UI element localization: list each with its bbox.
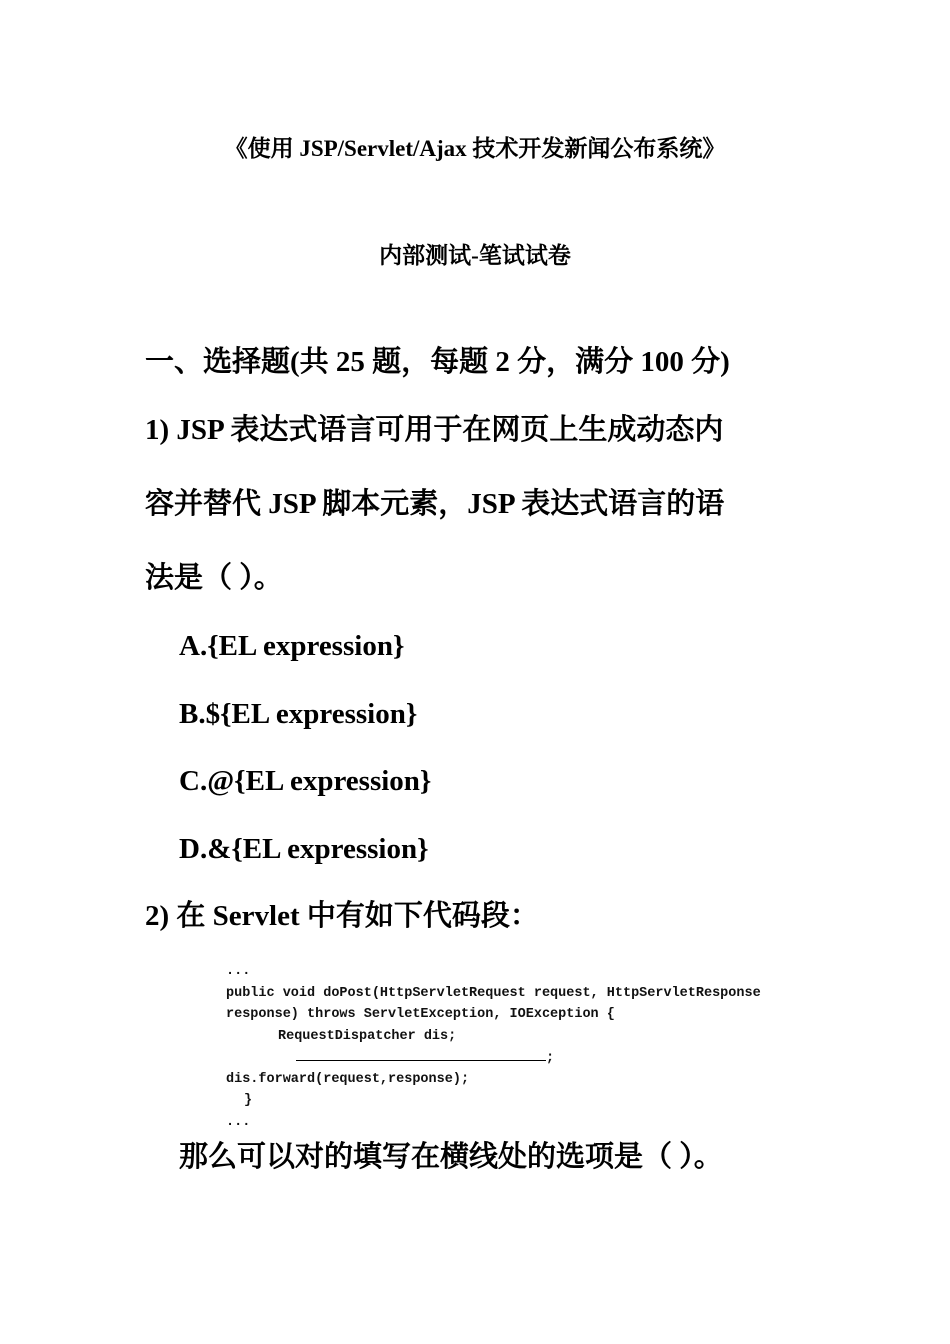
code-line-1: public void doPost(HttpServletRequest request, HttpServletResponse [226,985,761,1001]
question-1-option-a [179,626,404,666]
option-label: A. [179,630,208,662]
question-1-option-d [179,829,429,869]
question-1-text-line-3: 法是（ ）。 [145,562,283,594]
section-heading: 一、选择题(共 25 题，每题 2 分，满分 100 分) [145,346,730,378]
question-1-text-line-1: 1) JSP 表达式语言可用于在网页上生成动态内 [145,414,724,446]
code-line-2: response) throws ServletException, IOException { [226,1007,615,1022]
code-ellipsis-bottom: ... [226,1114,251,1130]
option-text: &{EL expression} [207,833,429,865]
code-line-3: RequestDispatcher dis; [278,1028,457,1044]
code-line-5: dis.forward(request,response); [226,1071,470,1087]
code-snippet [226,961,826,1133]
question-1-option-c [179,761,431,801]
option-label: C. [179,765,208,797]
option-label: B. [179,698,206,730]
option-text: {EL expression} [207,630,405,662]
fill-in-blank [296,1047,546,1061]
option-text: ${EL expression} [205,698,418,730]
document-subtitle: 内部测试-笔试试卷 [379,243,571,268]
document-title: 《使用 JSP/Servlet/Ajax 技术开发新闻公布系统》 [224,136,726,161]
code-ellipsis-top: ... [226,964,251,979]
question-1-text-line-2: 容并替代 JSP 脚本元素，JSP 表达式语言的语 [145,488,725,520]
option-label: D. [179,833,208,865]
question-1-option-b [179,694,417,734]
code-line-6: } [244,1093,253,1108]
question-2-prompt: 那么可以对的填写在横线处的选项是（ ）。 [179,1141,723,1173]
question-2-text-line-1: 2) 在 Servlet 中有如下代码段： [145,900,539,932]
code-line-4 [226,1047,826,1069]
code-line-4-suffix: ; [546,1051,555,1066]
option-text: @{EL expression} [207,765,432,797]
